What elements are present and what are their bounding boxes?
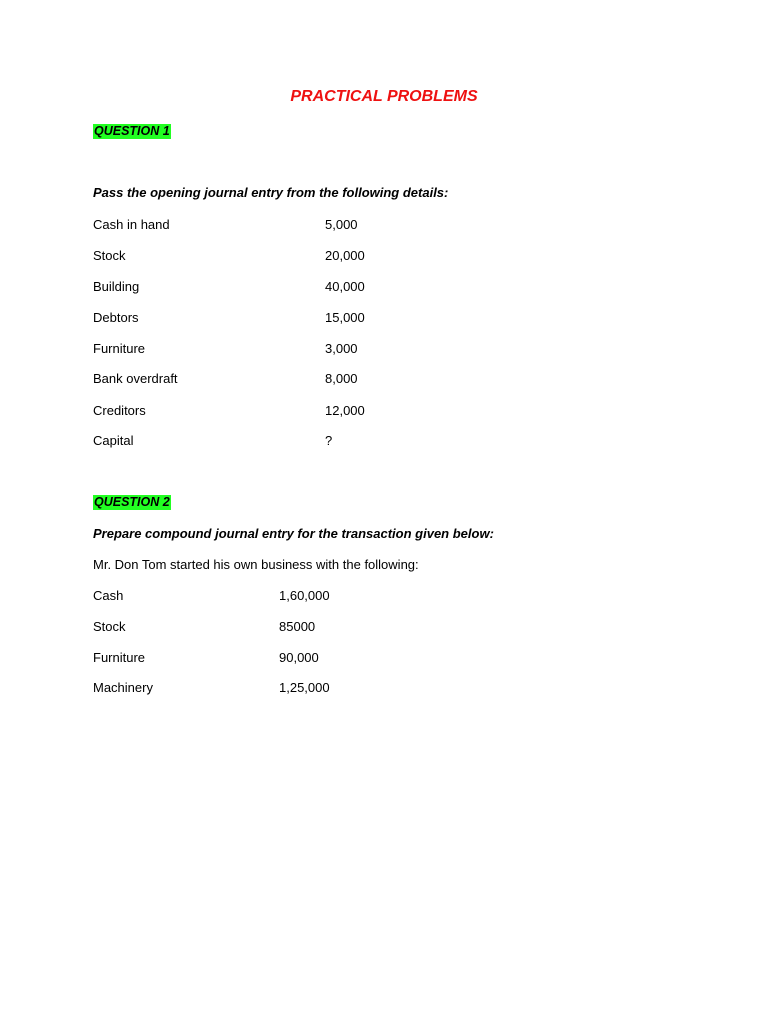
document-title: PRACTICAL PROBLEMS <box>290 88 478 105</box>
row-label: Stock <box>93 619 126 634</box>
row-value: 15,000 <box>325 310 365 325</box>
row-label: Debtors <box>93 310 139 325</box>
row-label: Furniture <box>93 650 146 665</box>
question-2-intro: Mr. Don Tom started his own business with the following: <box>93 557 419 572</box>
row-value: 1,60,000 <box>279 588 330 603</box>
row-label: Creditors <box>93 403 146 418</box>
row-label: Bank overdraft <box>93 371 178 386</box>
row-value: 8,000 <box>325 371 358 386</box>
row-value: 3,000 <box>325 341 358 356</box>
row-label: Cash <box>93 588 124 603</box>
row-label: Cash in hand <box>93 217 170 232</box>
row-label: Stock <box>93 248 126 263</box>
row-value: 5,000 <box>325 217 358 232</box>
question-1-instruction: Pass the opening journal entry from the following details: <box>93 185 449 200</box>
question-2-label: QUESTION 2 <box>94 495 170 509</box>
row-value: 90,000 <box>279 650 319 665</box>
row-value: 1,25,000 <box>279 680 330 695</box>
row-label: Furniture <box>93 341 146 356</box>
row-value: 40,000 <box>325 279 365 294</box>
row-label: Building <box>93 279 140 294</box>
row-value: 12,000 <box>325 403 365 418</box>
row-value: 20,000 <box>325 248 365 263</box>
row-label: Capital <box>93 433 134 448</box>
question-2-instruction: Prepare compound journal entry for the transaction given below: <box>93 526 494 541</box>
question-1-label: QUESTION 1 <box>94 124 170 138</box>
row-label: Machinery <box>93 680 153 695</box>
row-value: ? <box>325 433 333 448</box>
row-value: 85000 <box>279 619 316 634</box>
